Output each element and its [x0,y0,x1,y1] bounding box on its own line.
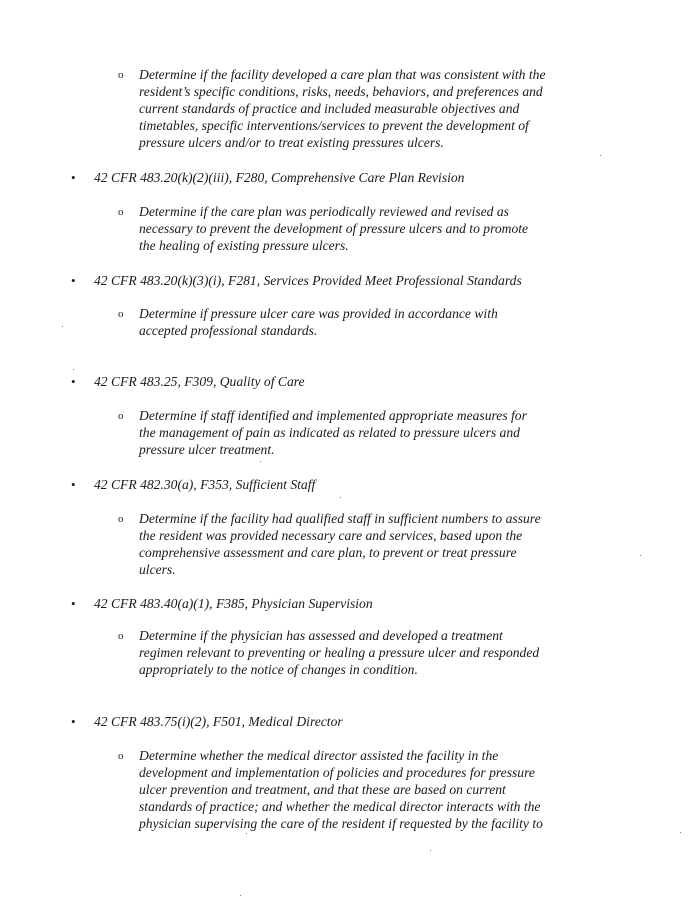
hollow-bullet-icon: o [118,206,124,218]
section-heading: 42 CFR 483.20(k)(2)(iii), F280, Comprehensive Care Plan Revision [94,170,465,185]
section-paragraph [139,305,498,339]
scan-speck [340,497,341,498]
paragraph-line: standards of practice; and whether the medical director interacts with the [139,799,541,814]
scan-speck [640,555,641,556]
bullet-icon: • [71,477,76,492]
paragraph-line: accepted professional standards. [139,323,318,338]
scan-speck [240,895,241,896]
paragraph-line: Determine if the care plan was periodically reviewed and revised as [139,204,509,219]
paragraph-line: pressure ulcer treatment. [139,442,275,457]
hollow-bullet-icon: o [118,630,124,642]
section-paragraph [139,407,527,458]
scan-speck [430,850,431,851]
section-paragraph [139,203,528,254]
paragraph-line: appropriately to the notice of changes in condition. [139,662,418,677]
section-heading: 42 CFR 482.30(a), F353, Sufficient Staff [94,477,316,492]
scan-speck [73,369,74,370]
paragraph-line: resident’s specific conditions, risks, needs, behaviors, and preferences and [139,84,543,99]
paragraph-line: Determine if the facility had qualified staff in sufficient numbers to assure [139,511,541,526]
paragraph-line: necessary to prevent the development of pressure ulcers and to promote [139,221,529,236]
intro-paragraph [139,66,545,151]
scan-speck [260,461,261,462]
hollow-bullet-icon: o [118,410,124,422]
section-paragraph [139,747,543,832]
paragraph-line: Determine if staff identified and implemented appropriate measures for [139,408,527,423]
paragraph-line: pressure ulcers and/or to treat existing pressures ulcers. [139,135,444,150]
section-heading: 42 CFR 483.25, F309, Quality of Care [94,374,305,389]
section-heading: 42 CFR 483.75(i)(2), F501, Medical Director [94,714,343,729]
section-paragraph [139,510,541,578]
paragraph-line: Determine if pressure ulcer care was provided in accordance with [139,306,498,321]
scan-speck [62,326,63,327]
bullet-icon: • [71,596,76,611]
bullet-icon: • [71,273,76,288]
bullet-icon: • [71,374,76,389]
section-heading: 42 CFR 483.40(a)(1), F385, Physician Supervision [94,596,373,611]
paragraph-line: physician supervising the care of the resident if requested by the facility to [139,816,543,831]
paragraph-line: ulcer prevention and treatment, and that these are based on current [139,782,506,797]
paragraph-line: regimen relevant to preventing or healing a pressure ulcer and responded [139,645,540,660]
paragraph-line: the resident was provided necessary care and services, based upon the [139,528,523,543]
paragraph-line: development and implementation of policies and procedures for pressure [139,765,535,780]
bullet-icon: • [71,170,76,185]
hollow-bullet-icon: o [118,308,124,320]
scan-speck [246,833,247,834]
section-paragraph [139,627,539,678]
hollow-bullet-icon: o [118,750,124,762]
paragraph-line: current standards of practice and included measurable objectives and [139,101,520,116]
scan-speck [600,155,601,156]
section-heading: 42 CFR 483.20(k)(3)(i), F281, Services Provided Meet Professional Standards [94,273,522,288]
hollow-bullet-icon: o [118,513,124,525]
paragraph-line: Determine if the facility developed a care plan that was consistent with the [139,67,546,82]
paragraph-line: Determine if the physician has assessed and developed a treatment [139,628,503,643]
paragraph-line: timetables, specific interventions/services to prevent the development of [139,118,529,133]
paragraph-line: the healing of existing pressure ulcers. [139,238,349,253]
bullet-icon: • [71,714,76,729]
paragraph-line: the management of pain as indicated as related to pressure ulcers and [139,425,520,440]
paragraph-line: ulcers. [139,562,176,577]
hollow-bullet-icon: o [118,69,124,81]
scan-speck [680,832,681,833]
paragraph-line: Determine whether the medical director assisted the facility in the [139,748,499,763]
paragraph-line: comprehensive assessment and care plan, to prevent or treat pressure [139,545,517,560]
